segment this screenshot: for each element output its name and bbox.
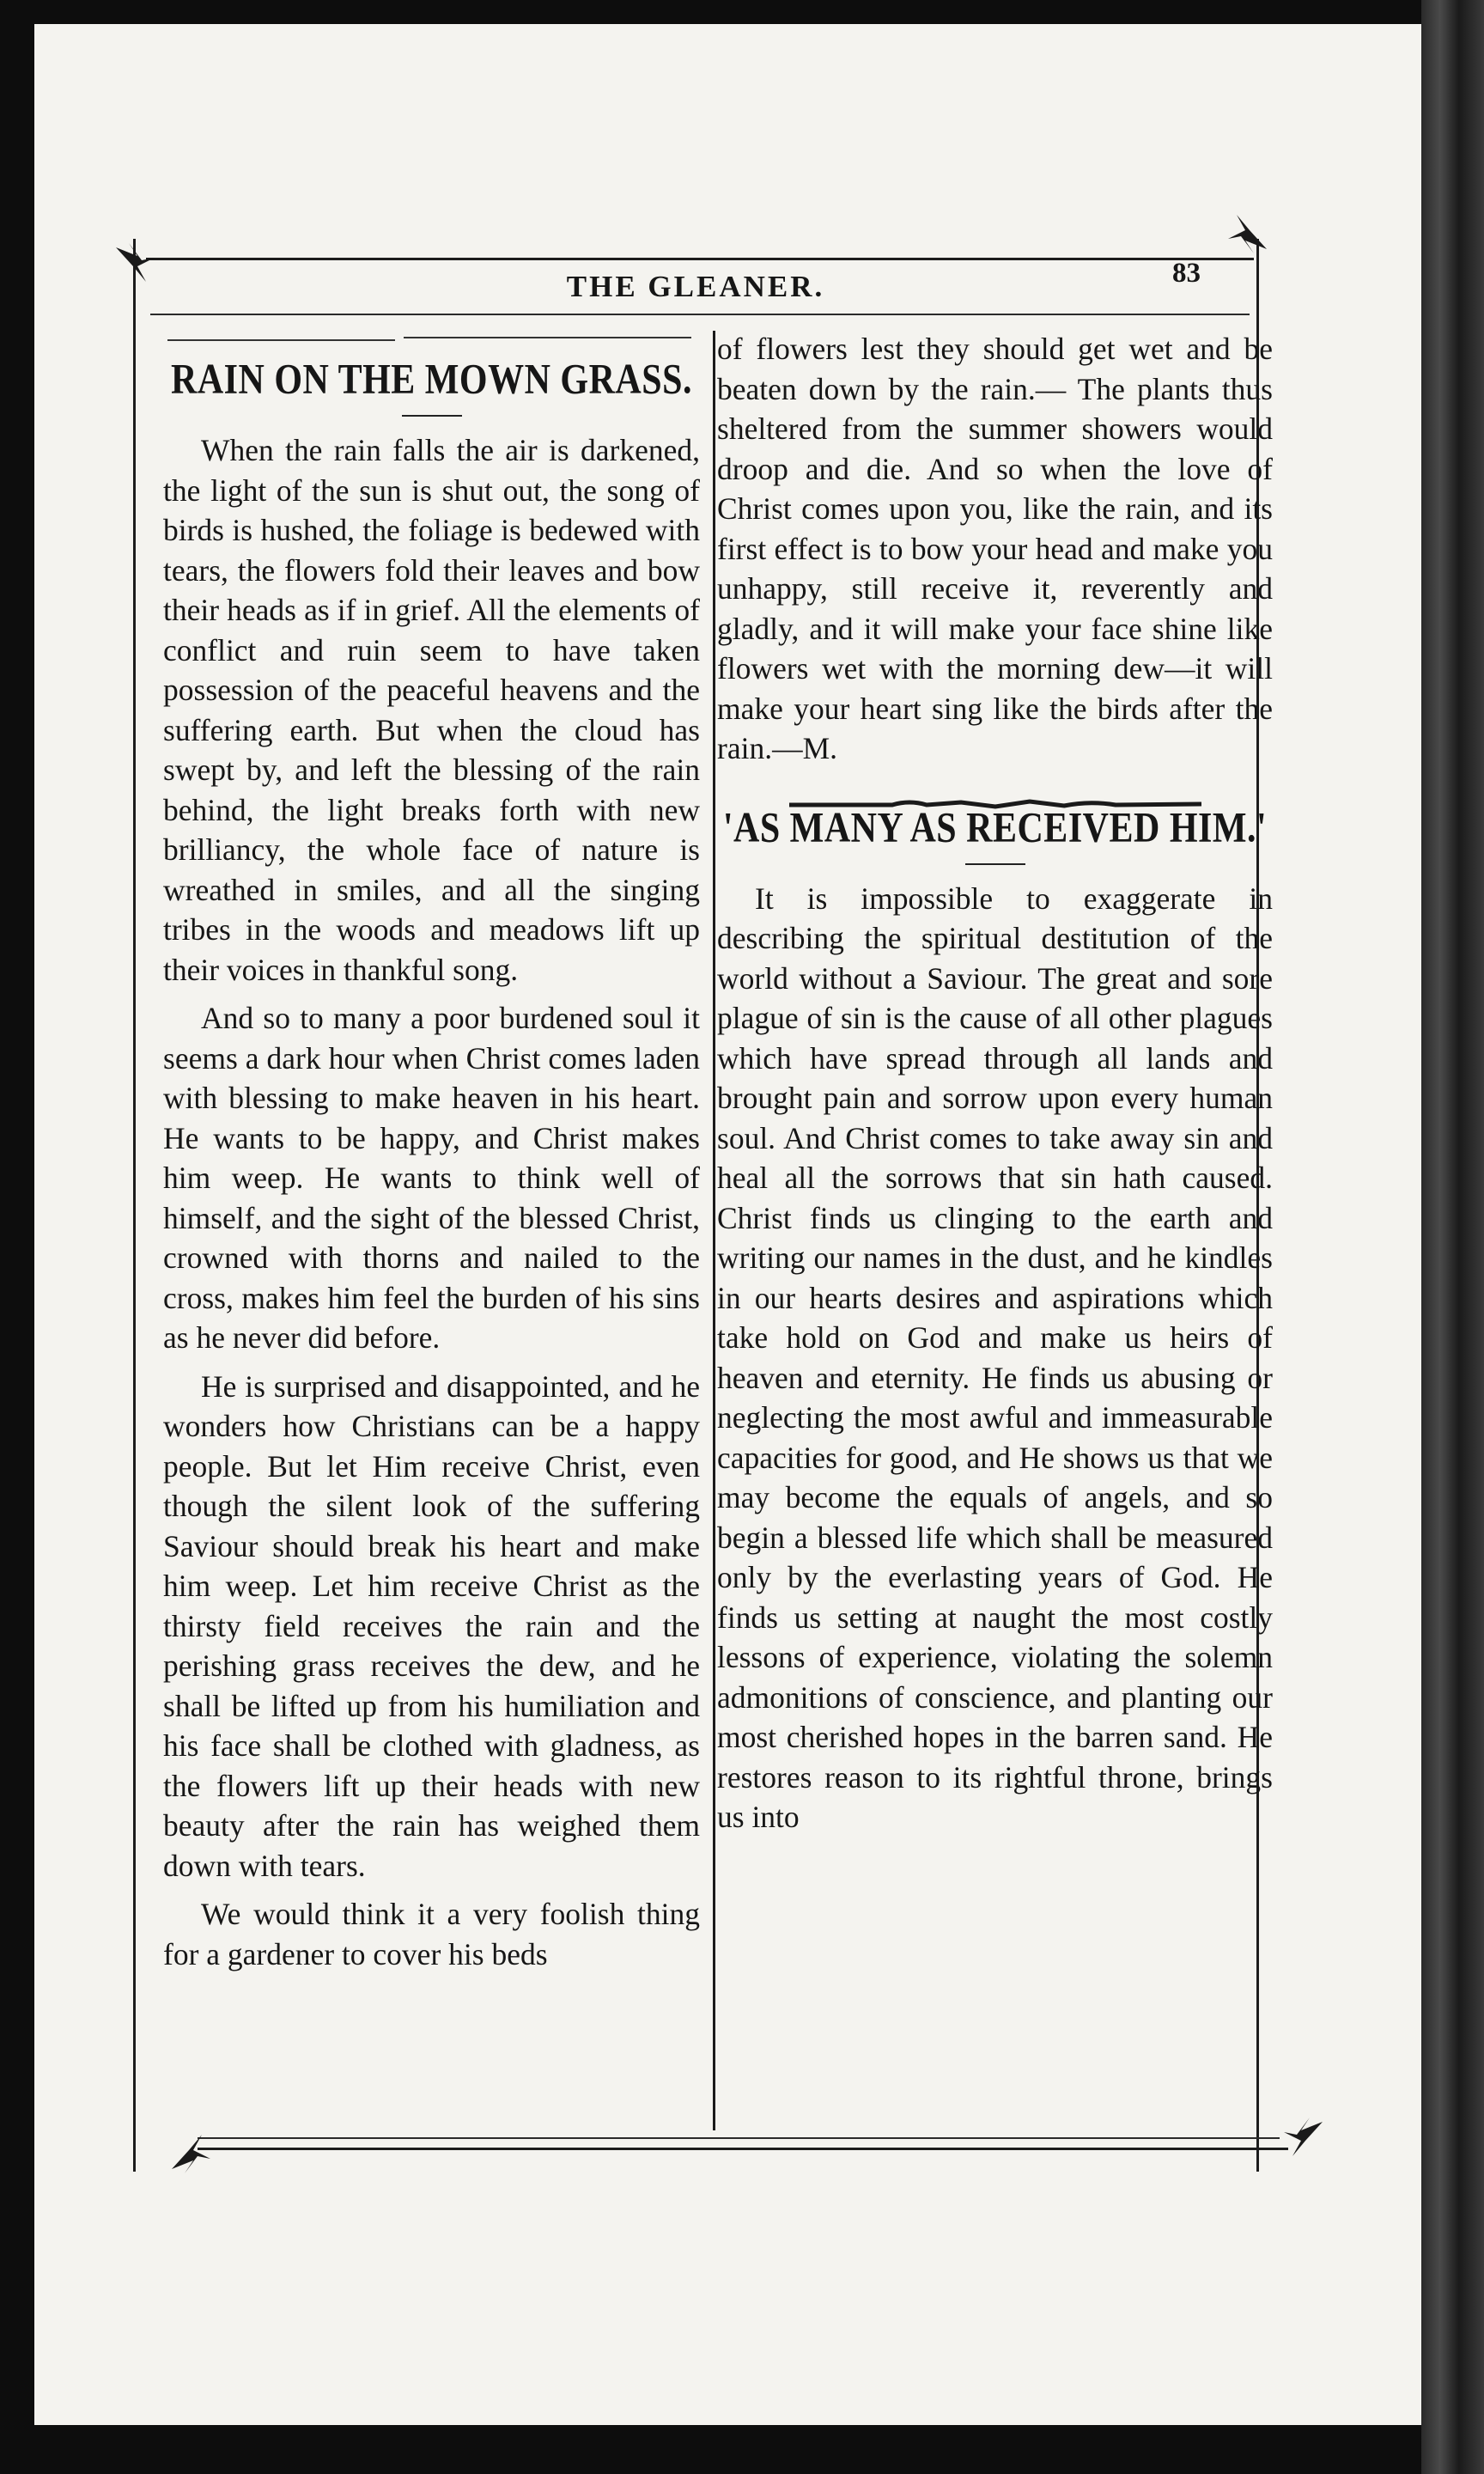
left-column [163, 348, 700, 1983]
paragraph: When the rain falls the air is darkened, the light of the sun is shut out, the song of birds is hushed, the foliage is bedewed with tears, the flowers fold their leaves and bow their heads as if in grief. All the elements of conflict and ruin seem to have taken possession of the peaceful heavens and the suffering earth. But when the cloud has swept by, and left the blessing of the rain behind, the light breaks forth with new brilliancy, the whole face of nature is wreathed in smiles, and all the singing tribes in the woods and meadows lift up their voices in thankful song. [163, 433, 700, 987]
page-number: 83 [1172, 258, 1201, 289]
frame-top-rule [146, 258, 1254, 260]
right-column [717, 329, 1273, 1846]
header-rule [150, 314, 1250, 315]
book-edge [1421, 0, 1484, 2474]
divider-ornament-icon [789, 781, 1201, 795]
column-divider [713, 331, 715, 2130]
corner-ornament-icon [1219, 206, 1271, 258]
paragraph: And so to many a poor burdened soul it seems a dark hour when Christ comes laden with blessing to make heaven in his heart. He wants to be happy, and Christ makes him weep. He wants to think well of himself, and the sight of the blessed Christ, crowned with thorns and nailed to the cross, makes him feel the burden of his sins as he never did before. [163, 1001, 700, 1355]
corner-ornament-icon [112, 239, 163, 290]
paragraph: We would think it a very foolish thing for a gardener to cover his beds [163, 1897, 700, 1971]
article-title: RAIN ON THE MOWN GRASS. [171, 356, 692, 404]
title-rule [402, 415, 462, 417]
paragraph-continuation: of flowers lest they should get wet and be beaten down by the rain.— The plants thus sheltered from the summer showers would droop and die. And so when the love of Christ comes upon you, like the rain, and its first effect is to bow your head and make you unhappy, still receive it, reverently and gladly, and it will make your face shine like flowers wet with the morning dew—it will make your heart sing like the birds after the rain.—M. [717, 332, 1273, 765]
paragraph: He is surprised and disappointed, and he wonders how Christians can be a happy people. But let Him receive Christ, even though the silent look of the suffering Saviour should break his heart and make him weep. Let him receive Christ as the thirsty field receives the rain and the perishing grass receives the dew, and he shall be lifted up from his humiliation and his face shall be clothed with gladness, as the flowers lift up their heads with new beauty after the rain has weighed them down with tears. [163, 1368, 700, 1883]
frame-bottom-rule [198, 2148, 1288, 2150]
column-rule [167, 339, 395, 341]
running-head: THE GLEANER. [566, 270, 825, 303]
title-rule [965, 863, 1025, 865]
article-title: 'AS MANY AS RECEIVED HIM.' [722, 804, 1268, 851]
frame-bottom-inner-rule [198, 2137, 1280, 2139]
corner-ornament-icon [1275, 2113, 1327, 2165]
column-rule [404, 337, 691, 338]
paragraph: It is impossible to exaggerate in describing the spiritual destitution of the world without a Saviour. The great and sore plague of sin is the cause of all other plagues which have spread through all lands and brought pain and sorrow upon every human soul. And Christ comes to take away sin and heal all the sorrows that sin hath caused. Christ finds us clinging to the earth and writing our names in the dust, and he kindles in our hearts desires and aspirations which take hold on God and make us heirs of heaven and eternity. He finds us abusing or neglecting the most awful and immeasurable capacities for good, and He shows us that we may become the equals of angels, and so begin a blessed life which shall be measured only by the everlasting years of God. He finds us setting at naught the most costly lessons of experience, violating the solemn admonitions of conscience, and planting our most cherished hopes in the barren sand. He restores reason to its rightful throne, brings us into [717, 881, 1273, 1834]
corner-ornament-icon [167, 2126, 219, 2178]
